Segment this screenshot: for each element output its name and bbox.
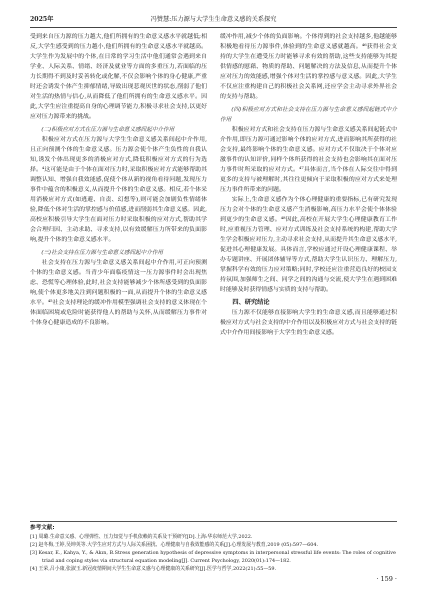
running-header xyxy=(30,12,397,26)
subsection-heading: (二)积极应对方式在压力源与生命意义感间起中介作用 xyxy=(41,127,175,133)
section-heading: 四、研究结论 xyxy=(232,299,270,306)
right-column xyxy=(220,32,397,338)
issue-year: 2025年 xyxy=(30,16,54,23)
subsection-heading: (四)积极应对方式和社会支持在压力源与生命意义感间起链式中介作用 xyxy=(220,107,397,123)
reference-item: [1] 周璐.生命意义感、心理弹性、压力知觉与手机依赖的关系及干预研究[D].上海:华东师范大学,2022. xyxy=(30,534,253,540)
paragraph: 积极应对方式在压力源与大学生生命意义感关系间起中介作用,且正向预测个体的生命意义感。压力源会使个体产生负性的自我认知,诱发个体出现更多的消极应对方式,降低积极应对方式的行为选择。⁴这可能是由于个体在面对压力时,采取积极应对方式能够帮助其调整认知、增强自我效能感,促使个体从新的视角看待问题,发现压力事件中蕴含的积极意义,从而提升个体的生命意义感。相反,若个体采用消极应对方式(如逃避、自责、幻想等),则可能会加剧负性情绪体验,降低个体对生活的掌控感与价值感,进而削弱其生命意义感。因此,高校应积极引导大学生在面对压力时采取积极的应对方式,帮助其学会合理归因、主动求助、寻求支持,以有效缓解压力所带来的负面影响,提升个体的生命意义感水平。 xyxy=(30,137,207,243)
page-number: · 159 · xyxy=(376,575,397,583)
reference-item: [2] 赵冬梅,王婷,吴坤英等.大学生应对方式与人际关系困扰、心理健康与自我效能感的关系[J].心理发展与教育,2019 (05):597—604. xyxy=(30,542,319,548)
references-rule xyxy=(30,521,397,522)
paragraph: 缓冲作用,减少个体的负面影响。个体得到的社会支持越多,他越能够积极地看待压力源事件,体验到的生命意义感就越高。⁴⁶获得社会支持的大学生在遭受压力时能够寻求有效的帮助,这些支持能够为其提供情感的慰藉、物质的帮助、问题解决的方法及信息,从而提升个体应对压力的效能感,增强个体对生活的掌控感与意义感。因此,大学生不仅应注重构建自己的积极社会关系网,还应学会主动寻求外界社会的支持与帮助。 xyxy=(220,34,397,100)
paragraph: 受到来自压力源的压力越大,他们所拥有的生命意义感水平就越低;相反,大学生感受到的压力越小,他们所拥有的生命意义感水平就越高。大学生作为发展中的个体,在日常的学习生活中他们通常会遇到来自学业、人际关系、情绪、经济及就业等方面的多重压力,若面临的压力长期得不到及时妥善转化或化解,不仅会影响个体的身心健康,严重时还会诱发个体产生抑郁情绪,导致出现悲观厌世的状态,削弱了他们对生活的热情与信心,从而降低了他们所拥有的生命意义感水平。因此,大学生应注重提高自身的心理调节能力,积极寻求社会支持,以更好应对压力源带来的挑战。 xyxy=(30,34,207,120)
header-rule xyxy=(30,27,397,28)
references-title: 参考文献: xyxy=(30,525,55,531)
references xyxy=(30,524,397,573)
paragraph: 积极应对方式和社会支持在压力源与生命意义感关系间起链式中介作用,即压力源可通过影响个体的应对方式,进而影响其所获得的社会支持,最终影响个体的生命意义感。应对方式不仅取决于个体对应激事件的认知评价,同样个体所获得的社会支持也会影响其在面对压力事件时所采取的应对方式。⁴⁷具体而言,当个体在人际交往中得到更多的支持与被理解时,其往往更倾向于采取积极的应对方式来处理压力事件所带来的问题。 xyxy=(220,127,397,193)
paragraph: 实际上,生命意义感作为个体心理健康的重要指标,已有研究发现压力会对个体的生命意义感产生消极影响,高压力水平会使个体体验到更少的生命意义感。⁴⁸因此,高校在开展大学生心理健康教育工作时,应重视压力管理、应对方式训练及社会支持系统的构建,帮助大学生学会积极应对压力,主动寻求社会支持,从而提升其生命意义感水平,促进其心理健康发展。具体而言,学校应通过开设心理健康课程、举办专题讲座、开展团体辅导等方式,帮助大学生认识压力、理解压力,掌握科学有效的压力应对策略;同时,学校还应注重营造良好的校园支持氛围,加强师生之间、同学之间的沟通与交流,使大学生在遇到困难时能够及时获得情感与实质的支持与帮助。 xyxy=(220,197,397,293)
reference-item: [4] 王荣,吕小康,张淑玉.新冠疫情期间大学生生命意义感与心理健康的关系研究[J].医学与哲学,2022(21):55—59. xyxy=(30,566,277,572)
left-column xyxy=(30,32,207,328)
running-title: 冯赞慧:压力源与大学生生命意义感的关系探究 xyxy=(150,16,277,23)
reference-item: [3] Kesar, E., Kahya, Y., & Akın, B.Stress generation hypothesis of depressive symptoms in interpersonal stressful life events: The roles of cognitive triad and coping styles via structural equation modeling[J]. Current Psychology, 2020(01):174—182. xyxy=(30,550,396,564)
paragraph: 压力源不仅能够直接影响大学生的生命意义感,而且能够通过积极应对方式与社会支持的中介作用以及积极应对方式与社会支持的链式中介作用间接影响于大学生的生命意义感。 xyxy=(220,310,397,336)
paragraph: 社会支持在压力源与生命意义感关系间起中介作用,可正向预测个体的生命意义感。当青少年面临疫情这一压力源事件时会出现焦虑、恐慌等心理体验,此时,社会支持能够减少个体所感受到的负面影响,使个体更多地关注到问题积极的一面,从而提升个体的生命意义感水平。⁴⁵社会支持理论的缓冲作用模型强调社会支持的意义体现在个体面临困境或危险时能获得他人的帮助与关怀,从而缓解压力事件对个体身心健康造成的不良影响。 xyxy=(30,260,207,326)
subsection-heading: (三)社会支持在压力源与生命意义感间起中介作用 xyxy=(41,250,164,256)
